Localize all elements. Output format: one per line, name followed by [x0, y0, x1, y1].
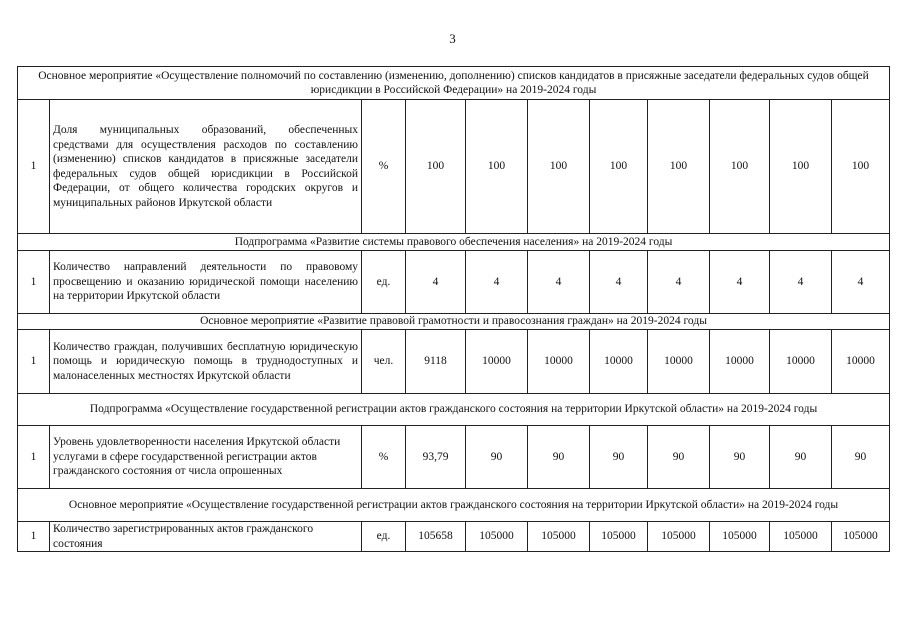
value-cell: 100 — [466, 100, 528, 234]
value-cell: 4 — [528, 251, 590, 314]
value-cell: 90 — [770, 426, 832, 489]
value-cell: 4 — [466, 251, 528, 314]
value-cell: 4 — [406, 251, 466, 314]
unit-cell: % — [362, 426, 406, 489]
value-cell: 100 — [406, 100, 466, 234]
value-cell: 100 — [648, 100, 710, 234]
table-row — [18, 251, 890, 314]
value-cell: 4 — [710, 251, 770, 314]
indicator-name: Доля муниципальных образований, обеспеченных средствами для осуществления расходов по составлению (изменению) списков кандидатов в присяжные заседатели федеральных судов общей юрисдикции в Российской Федерации, от общего количества городских округов и муниципальных районов Иркутской области — [50, 100, 362, 234]
value-cell: 105658 — [406, 522, 466, 552]
value-cell: 105000 — [648, 522, 710, 552]
value-cell: 105000 — [528, 522, 590, 552]
value-cell: 10000 — [832, 330, 890, 394]
row-number: 1 — [18, 426, 50, 489]
value-cell: 90 — [710, 426, 770, 489]
indicators-table — [17, 66, 890, 552]
table-row — [18, 426, 890, 489]
value-cell: 93,79 — [406, 426, 466, 489]
table-row — [18, 100, 890, 234]
unit-cell: % — [362, 100, 406, 234]
unit-cell: чел. — [362, 330, 406, 394]
value-cell: 90 — [466, 426, 528, 489]
row-number: 1 — [18, 100, 50, 234]
value-cell: 90 — [648, 426, 710, 489]
row-number: 1 — [18, 522, 50, 552]
value-cell: 105000 — [466, 522, 528, 552]
value-cell: 4 — [648, 251, 710, 314]
value-cell: 4 — [590, 251, 648, 314]
value-cell: 100 — [590, 100, 648, 234]
value-cell: 105000 — [710, 522, 770, 552]
section-heading: Подпрограмма «Развитие системы правового обеспечения населения» на 2019-2024 годы — [18, 234, 890, 251]
indicator-name: Количество граждан, получивших бесплатную юридическую помощь и юридическую помощь в труднодоступных и малонаселенных местностях Иркутской области — [50, 330, 362, 394]
indicator-name: Количество направлений деятельности по правовому просвещению и оказанию юридической помощи населению на территории Иркутской области — [50, 251, 362, 314]
value-cell: 10000 — [770, 330, 832, 394]
section-row — [18, 489, 890, 522]
value-cell: 90 — [832, 426, 890, 489]
section-heading: Основное мероприятие «Осуществление государственной регистрации актов гражданского состояния на территории Иркутской области» на 2019-2024 годы — [18, 489, 890, 522]
row-number: 1 — [18, 251, 50, 314]
value-cell: 10000 — [710, 330, 770, 394]
value-cell: 90 — [590, 426, 648, 489]
value-cell: 105000 — [590, 522, 648, 552]
value-cell: 4 — [770, 251, 832, 314]
page-number: 3 — [449, 31, 456, 46]
section-heading: Основное мероприятие «Осуществление полномочий по составлению (изменению, дополнению) списков кандидатов в присяжные заседатели федеральных судов общей юрисдикции в Российской Федерации» на 2019-2024 годы — [18, 67, 890, 100]
value-cell: 100 — [832, 100, 890, 234]
table-row — [18, 522, 890, 552]
unit-cell: ед. — [362, 522, 406, 552]
indicator-name: Количество зарегистрированных актов гражданского состояния — [50, 522, 362, 552]
value-cell: 100 — [528, 100, 590, 234]
value-cell: 105000 — [770, 522, 832, 552]
value-cell: 10000 — [466, 330, 528, 394]
section-row — [18, 234, 890, 251]
value-cell: 90 — [528, 426, 590, 489]
value-cell: 10000 — [648, 330, 710, 394]
section-heading: Основное мероприятие «Развитие правовой грамотности и правосознания граждан» на 2019-2024 годы — [18, 314, 890, 330]
section-row — [18, 67, 890, 100]
value-cell: 105000 — [832, 522, 890, 552]
indicator-name: Уровень удовлетворенности населения Иркутской области услугами в сфере государственной регистрации актов гражданского состояния от числа опрошенных — [50, 426, 362, 489]
section-heading: Подпрограмма «Осуществление государственной регистрации актов гражданского состояния на территории Иркутской области» на 2019-2024 годы — [18, 394, 890, 426]
row-number: 1 — [18, 330, 50, 394]
value-cell: 100 — [710, 100, 770, 234]
section-row — [18, 314, 890, 330]
table-row — [18, 330, 890, 394]
value-cell: 9118 — [406, 330, 466, 394]
value-cell: 10000 — [528, 330, 590, 394]
unit-cell: ед. — [362, 251, 406, 314]
value-cell: 4 — [832, 251, 890, 314]
section-row — [18, 394, 890, 426]
value-cell: 10000 — [590, 330, 648, 394]
value-cell: 100 — [770, 100, 832, 234]
